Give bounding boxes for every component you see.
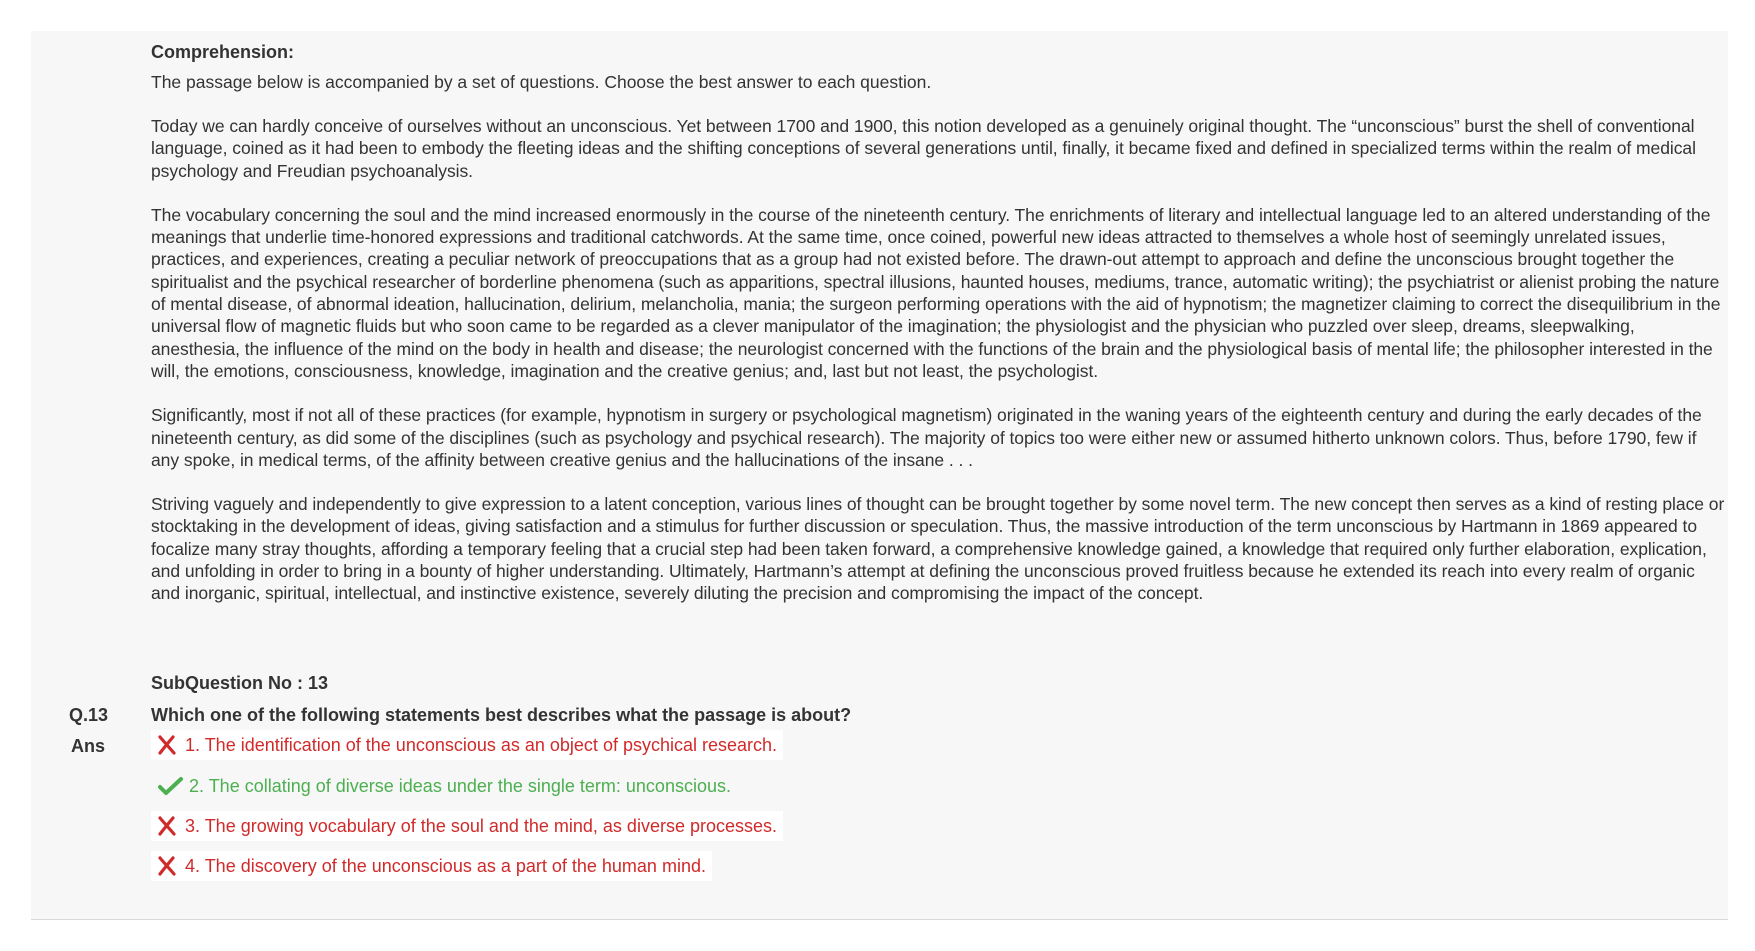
comprehension-section: [151, 41, 1725, 605]
question-text: Which one of the following statements best describes what the passage is about?: [151, 705, 852, 725]
answer-option-2[interactable]: [155, 771, 737, 801]
check-icon: [155, 771, 185, 801]
passage-paragraph-3: Significantly, most if not all of these practices (for example, hypnotism in surgery or psychological magnetism) originated in the waning years of the eighteenth century and during the early decades of the nineteenth century, as did some of the disciplines (such as psychology and psychical research). The majority of topics too were either new or assumed hitherto unknown colors. Thus, before 1790, few if any spoke, in medical terms, of the affinity between creative genius and the hallucinations of the insane . . .: [151, 405, 1702, 470]
answer-option-4[interactable]: [151, 851, 712, 881]
answer-option-text: 2. The collating of diverse ideas under the single term: unconscious.: [189, 775, 731, 796]
question-panel: [31, 31, 1728, 920]
comprehension-intro: The passage below is accompanied by a set of questions. Choose the best answer to each question.: [151, 72, 932, 92]
cross-icon: [151, 811, 181, 841]
subquestion-label: SubQuestion No : 13: [151, 673, 329, 693]
comprehension-heading: Comprehension:: [151, 42, 295, 62]
answer-label: Ans: [71, 736, 106, 756]
answer-option-text: 1. The identification of the unconscious as an object of psychical research.: [185, 734, 778, 755]
cross-icon: [151, 851, 181, 881]
answer-option-text: 3. The growing vocabulary of the soul and the mind, as diverse processes.: [185, 815, 777, 836]
passage-paragraph-4: Striving vaguely and independently to give expression to a latent conception, various lines of thought can be brought together by some novel term. The new concept then serves as a kind of resting place or stocktaking in the development of ideas, giving satisfaction and a stimulus for further discussion or speculation. Thus, the massive introduction of the term unconscious by Hartmann in 1869 appeared to focalize many stray thoughts, affording a temporary feeling that a crucial step had been taken forward, a comprehensive knowledge gained, a knowledge that required only further elaboration, explication, and unfolding in order to bring in a bounty of higher understanding. Ultimately, Hartmann’s attempt at defining the unconscious proved fruitless because he extended its reach into every realm of organic and inorganic, spiritual, intellectual, and instinctive existence, severely diluting the precision and compromising the impact of the concept.: [151, 494, 1725, 604]
answer-option-1[interactable]: [151, 730, 783, 760]
answer-option-text: 4. The discovery of the unconscious as a part of the human mind.: [185, 855, 706, 876]
question-number: Q.13: [69, 705, 109, 725]
cross-icon: [151, 730, 181, 760]
passage-paragraph-1: Today we can hardly conceive of ourselves without an unconscious. Yet between 1700 and 1900, this notion developed as a genuinely original thought. The “unconscious” burst the shell of conventional language, coined as it had been to embody the fleeting ideas and the shifting conceptions of several generations until, finally, it became fixed and defined in specialized terms within the realm of medical psychology and Freudian psychoanalysis.: [151, 116, 1696, 181]
answer-option-3[interactable]: [151, 811, 783, 841]
passage-paragraph-2: The vocabulary concerning the soul and the mind increased enormously in the course of the nineteenth century. The enrichments of literary and intellectual language led to an altered understanding of the meanings that underlie time-honored expressions and traditional catchwords. At the same time, once coined, powerful new ideas attracted to themselves a whole host of seemingly unrelated issues, practices, and experiences, creating a peculiar network of preoccupations that as a group had not existed before. The drawn-out attempt to approach and define the unconscious brought together the spiritualist and the psychical researcher of borderline phenomena (such as apparitions, spectral illusions, haunted houses, mediums, trance, automatic writing); the psychiatrist or alienist probing the nature of mental disease, of abnormal ideation, hallucination, delirium, melancholia, mania; the surgeon performing operations with the aid of hypnotism; the magnetizer claiming to correct the disequilibrium in the universal flow of magnetic fluids but who soon came to be regarded as a clever manipulator of the imagination; the physiologist and the physician who puzzled over sleep, dreams, sleepwalking, anesthesia, the influence of the mind on the body in health and disease; the neurologist concerned with the functions of the brain and the physiological basis of mental life; the philosopher interested in the will, the emotions, consciousness, knowledge, imagination and the creative genius; and, last but not least, the psychologist.: [151, 204, 1721, 381]
